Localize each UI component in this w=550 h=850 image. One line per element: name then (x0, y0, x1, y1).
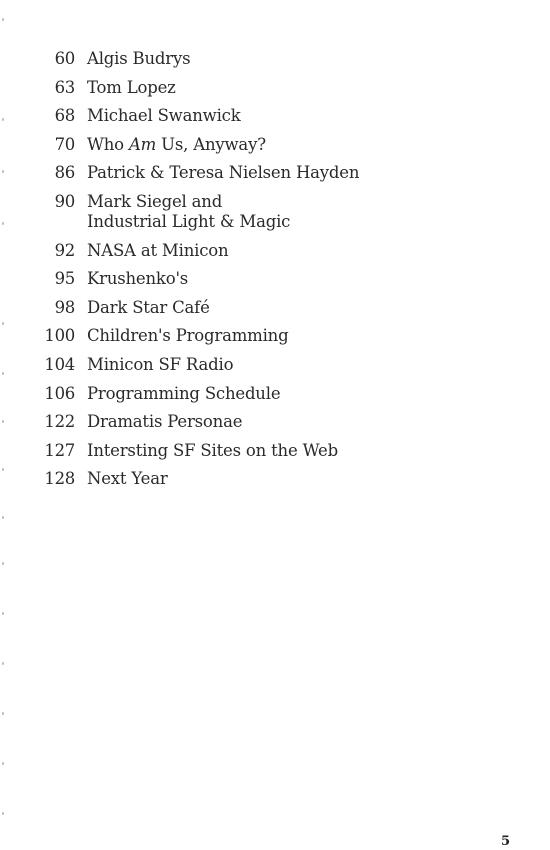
toc-entry[interactable] (0, 296, 550, 325)
toc-title: NASA at Minicon (87, 240, 229, 260)
toc-page-number: 68 (54, 106, 75, 126)
toc-title: Children's Programming (87, 326, 289, 346)
toc-title: Intersting SF Sites on the Web (87, 440, 338, 460)
toc-title-emphasis: Am (128, 134, 157, 154)
scan-speck (2, 562, 4, 565)
table-of-contents (0, 47, 550, 496)
toc-entry[interactable] (0, 382, 550, 411)
toc-entry[interactable] (0, 324, 550, 353)
scan-speck (2, 612, 4, 615)
toc-title-line: Mark Siegel and (87, 191, 223, 211)
toc-title: Minicon SF Radio (87, 354, 234, 374)
toc-title: Dramatis Personae (87, 412, 243, 432)
scan-speck (2, 662, 4, 665)
toc-title (87, 192, 290, 232)
toc-title: Next Year (87, 469, 168, 489)
scan-speck (2, 372, 4, 375)
page-number: 5 (500, 834, 510, 849)
toc-page-number: 92 (54, 240, 75, 260)
scan-speck (2, 322, 4, 325)
scan-speck (2, 18, 4, 21)
toc-entry[interactable] (0, 76, 550, 105)
toc-title: Algis Budrys (87, 49, 191, 68)
scan-speck (2, 762, 4, 765)
toc-entry[interactable] (0, 190, 550, 239)
toc-title: Programming Schedule (87, 383, 281, 403)
toc-page-number: 104 (44, 354, 75, 374)
toc-entry[interactable] (0, 47, 550, 76)
toc-entry[interactable] (0, 239, 550, 268)
scan-speck (2, 170, 4, 173)
toc-page-number: 90 (54, 191, 75, 211)
toc-entry[interactable] (0, 410, 550, 439)
toc-title-part: Who (87, 134, 129, 154)
scan-speck (2, 420, 4, 423)
scan-speck (2, 468, 4, 471)
toc-entry[interactable] (0, 104, 550, 133)
toc-title: Patrick & Teresa Nielsen Hayden (87, 163, 360, 183)
toc-page-number: 60 (54, 49, 75, 68)
toc-page-number: 63 (54, 77, 75, 97)
toc-entry[interactable] (0, 467, 550, 496)
toc-page-number: 98 (54, 297, 75, 317)
toc-title: Michael Swanwick (87, 106, 241, 126)
scan-speck (2, 812, 4, 815)
toc-entry[interactable] (0, 439, 550, 468)
toc-title: Dark Star Café (87, 297, 210, 317)
toc-page-number: 86 (54, 163, 75, 183)
toc-title: Tom Lopez (87, 77, 176, 97)
toc-page-number: 128 (44, 469, 75, 489)
toc-page-number: 100 (44, 326, 75, 346)
toc-entry[interactable] (0, 353, 550, 382)
toc-title-part: Us, Anyway? (156, 134, 266, 154)
toc-title: Krushenko's (87, 269, 189, 289)
toc-page-number: 95 (54, 269, 75, 289)
toc-page-number: 122 (44, 412, 75, 432)
toc-title-line: Industrial Light & Magic (87, 211, 291, 231)
scan-speck (2, 222, 4, 225)
toc-page-number: 106 (44, 383, 75, 403)
scan-speck (2, 516, 4, 519)
toc-page-number: 70 (54, 134, 75, 154)
toc-title (87, 135, 266, 155)
toc-entry[interactable] (0, 133, 550, 162)
toc-entry[interactable] (0, 267, 550, 296)
scan-speck (2, 712, 4, 715)
toc-page-number: 127 (44, 440, 75, 460)
toc-entry[interactable] (0, 161, 550, 190)
scan-speck (2, 118, 4, 121)
